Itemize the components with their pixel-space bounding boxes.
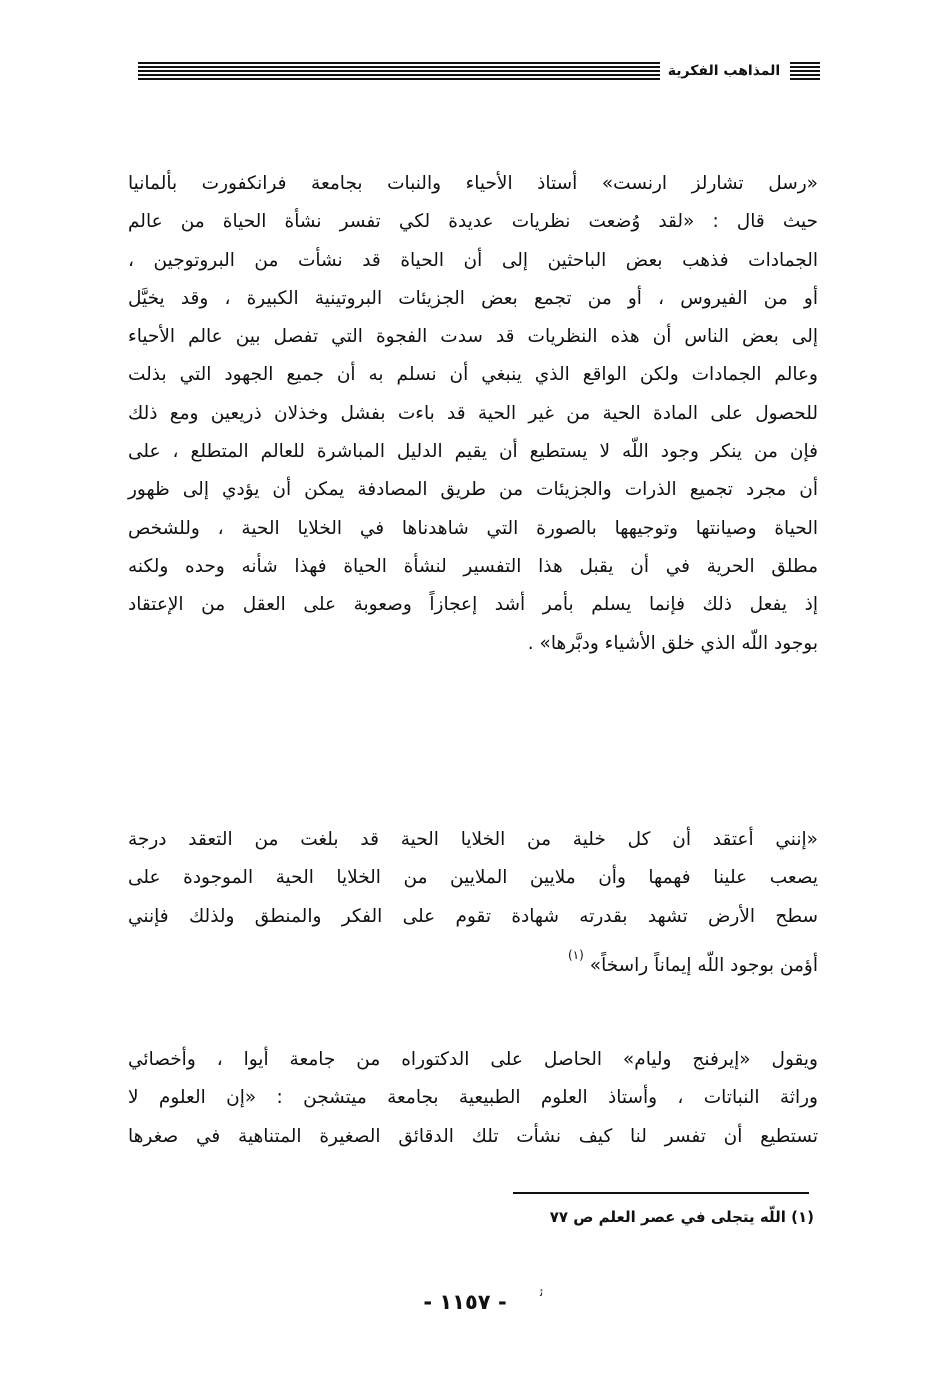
text-line: إذ يفعل ذلك فإنما يسلم بأمر أشد إعجازاً وصعوبة على العقل من الإعتقاد (128, 594, 818, 616)
text-line: وراثة النباتات ، وأستاذ العلوم الطبيعية بجامعة ميتشجن : «إن العلوم لا (128, 1087, 818, 1109)
text-line: حيث قال : «لقد وُضعت نظريات عديدة لكي تفسر نشأة الحياة من عالم (128, 211, 818, 233)
footnote-divider (513, 1192, 809, 1194)
page-number: - ١١٥٧ - (423, 1290, 507, 1314)
paragraph-2 (128, 821, 818, 985)
text-line: أؤمن بوجود اللّه إيماناً راسخاً» (589, 954, 818, 976)
text-line: أن مجرد تجميع الذرات والجزيئات من طريق المصادفة يمكن أن يؤدي إلى ظهور (128, 479, 818, 501)
text-line: «إنني أعتقد أن كل خلية من الخلايا الحية قد بلغت من التعقد درجة (128, 829, 818, 850)
header-rule-left (138, 62, 660, 80)
text-line: إلى بعض الناس أن هذه النظريات قد سدت الفجوة التي تفصل بين عالم الأحياء (128, 326, 818, 348)
text-line: وعالم الجمادات ولكن الواقع الذي ينبغي أن نسلم به أن جميع الجهود التي بذلت (128, 364, 818, 386)
header-title: المذاهب الفكرية (667, 63, 781, 79)
footnote: (١) اللّه يتجلى في عصر العلم ص ٧٧ (549, 1208, 814, 1226)
footnote-reference[interactable]: (١) (567, 947, 584, 962)
paragraph-1 (128, 165, 818, 663)
text-line: بوجود اللّه الذي خلق الأشياء ودبَّرها» . (527, 632, 818, 654)
text-line: فإن من ينكر وجود اللّه لا يستطيع أن يقيم الدليل المباشرة للعالم المتطلع ، على (128, 441, 818, 463)
text-line: الجمادات فذهب بعض الباحثين إلى أن الحياة قد نشأت من البروتوجين ، (128, 249, 818, 271)
text-line: ويقول «إيرفنج وليام» الحاصل على الدكتوراه من جامعة أيوا ، وأخصائي (128, 1049, 818, 1070)
paragraph-3 (128, 1041, 818, 1156)
page-mark: ﺋ (540, 1286, 544, 1299)
text-line: مطلق الحرية في أن يقبل هذا التفسير لنشأة الحياة فهذا شأنه وحده ولكنه (128, 555, 818, 577)
text-line: للحصول على المادة الحية من غير الحية قد باءت بفشل وخذلان ذريعين ومع ذلك (128, 402, 818, 424)
text-line-with-footnote (128, 936, 818, 985)
running-header (138, 58, 820, 88)
text-line: «رسل تشارلز ارنست» أستاذ الأحياء والنبات بجامعة فرانكفورت بألمانيا (128, 173, 818, 194)
text-line: سطح الأرض تشهد بقدرته شهادة تقوم على الفكر والمنطق ولذلك فإنني (128, 905, 818, 927)
text-line: الحياة وصيانتها وتوجيهها بالصورة التي شاهدناها في الخلايا الحية ، وللشخص (128, 517, 818, 539)
text-line: أو من الفيروس ، أو من تجمع بعض الجزيئات البروتينية الكبيرة ، وقد يخيَّل (128, 287, 818, 309)
text-line: يصعب علينا فهمها وأن ملايين الملايين من الخلايا الحية الموجودة على (128, 867, 818, 889)
text-line: تستطيع أن تفسر لنا كيف نشأت تلك الدقائق الصغيرة المتناهية في صغرها (128, 1125, 818, 1147)
header-rule-right (790, 62, 820, 80)
